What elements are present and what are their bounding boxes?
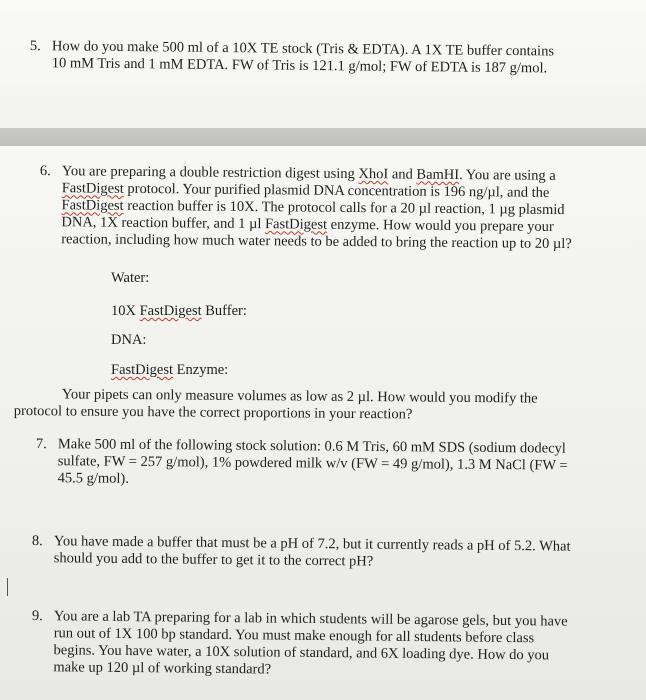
- question-7-line-3: 45.5 g/mol).: [57, 470, 129, 487]
- enzyme-label: [111, 362, 228, 379]
- question-8-line-2: should you add to the buffer to get it to the correct pH?: [53, 550, 374, 570]
- question-9-line-4: make up 120 µl of working standard?: [53, 659, 272, 678]
- dna-label: DNA:: [111, 332, 147, 348]
- question-7-number: 7.: [35, 436, 47, 453]
- followup-line-2: protocol to ensure you have the correct proportions in your reaction?: [13, 402, 413, 423]
- buffer-label-prefix: 10X: [111, 303, 140, 319]
- buffer-label: [111, 303, 247, 320]
- question-8-number: 8.: [31, 533, 43, 550]
- question-8-line-1: You have made a buffer that must be a pH of 7.2, but it currently reads a pH of 5.2. What: [53, 533, 571, 555]
- q6-l1a: You are preparing a double restriction digest using: [61, 163, 359, 183]
- question-9-line-3: begins. You have water, a 10X solution of standard, and 6X loading dye. How do you: [53, 642, 550, 664]
- page-divider: [0, 128, 646, 146]
- question-6: [39, 163, 640, 254]
- question-8: [32, 533, 632, 573]
- question-7-line-1: Make 500 ml of the following stock solution: 0.6 M Tris, 60 mM SDS (sodium dodecyl: [57, 436, 566, 457]
- water-label: Water:: [111, 270, 150, 286]
- question-5-line-1: How do you make 500 ml of a 10X TE stock (Tris & EDTA). A 1X TE buffer contains: [51, 38, 555, 60]
- question-card-top: [0, 0, 646, 128]
- question-9-line-2: run out of 1X 100 bp standard. You must make enough for all students before class: [53, 625, 535, 647]
- buffer-label-suffix: Buffer:: [201, 303, 247, 319]
- question-card-bottom: [0, 146, 646, 700]
- question-5-number: 5.: [29, 38, 41, 55]
- question-6-number: 6.: [39, 163, 51, 180]
- followup-line-1: Your pipets can only measure volumes as low as 2 µl. How would you modify the: [61, 386, 538, 407]
- enzyme-label-fastdigest: FastDigest: [111, 362, 174, 378]
- enzyme-label-suffix: Enzyme:: [173, 362, 229, 378]
- q6-l4a: DNA, 1X reaction buffer, and 1 µl: [61, 214, 266, 233]
- q6-fastdigest-2: FastDigest: [61, 197, 124, 214]
- text-cursor: [7, 578, 8, 596]
- q6-l1e: . You are using a: [459, 167, 556, 184]
- q6-xhoi: XhoI: [358, 166, 389, 183]
- q6-fastdigest-3: FastDigest: [264, 216, 328, 233]
- question-5: [30, 38, 630, 78]
- q6-l4c: enzyme. How would you prepare your: [326, 216, 554, 235]
- q6-bamhi: BamHI: [416, 166, 460, 184]
- q6-l2b: protocol. Your purified plasmid DNA concentration is 196 ng/µl, and the: [123, 180, 550, 201]
- question-7: [36, 436, 636, 492]
- q6-l1c: and: [388, 166, 417, 183]
- question-7-line-2: sulfate, FW = 257 g/mol), 1% powdered milk w/v (FW = 49 g/mol), 1.3 M NaCl (FW =: [57, 453, 568, 474]
- q6-fastdigest-1: FastDigest: [61, 180, 124, 197]
- question-9-number: 9.: [31, 608, 43, 625]
- q6-l3b: reaction buffer is 10X. The protocol calls for a 20 µl reaction, 1 µg plasmid: [123, 197, 565, 219]
- question-5-line-2: 10 mM Tris and 1 mM EDTA. FW of Tris is 121.1 g/mol; FW of EDTA is 187 g/mol.: [51, 55, 548, 77]
- question-6-line-5: reaction, including how much water needs to be added to bring the reaction up to 20 µl?: [61, 231, 572, 253]
- buffer-label-fastdigest: FastDigest: [139, 303, 202, 319]
- question-9-line-1: You are a lab TA preparing for a lab in which students will be agarose gels, but you have: [53, 608, 568, 630]
- question-6-followup: [14, 386, 634, 425]
- question-9: [31, 608, 632, 682]
